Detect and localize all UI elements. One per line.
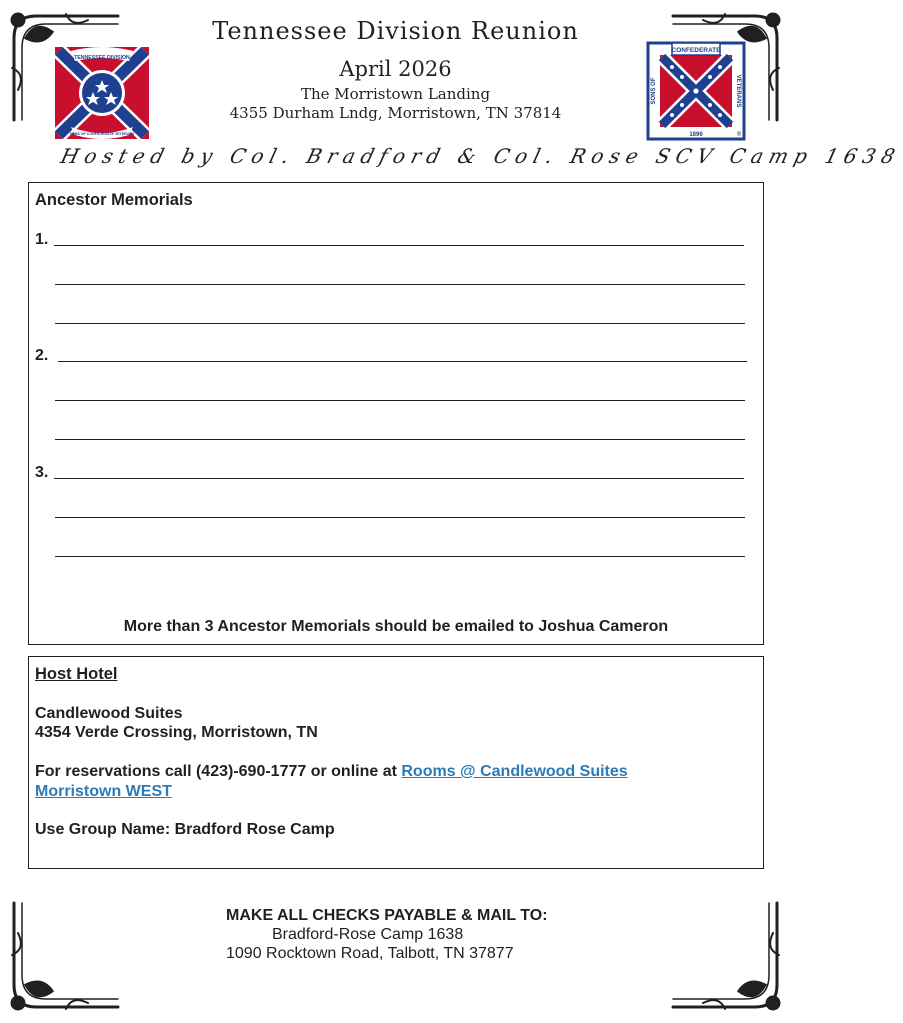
mail-line-1: Bradford-Rose Camp 1638 bbox=[272, 926, 464, 943]
memorial-3-line-2[interactable] bbox=[55, 517, 745, 518]
logo-left-top-text: TENNESSEE DIVISION bbox=[74, 55, 130, 61]
mail-line-2: 1090 Rocktown Road, Talbott, TN 37877 bbox=[226, 945, 514, 962]
logo-left-bottom-text: SONS OF CONFEDERATE VETERANS bbox=[69, 132, 135, 136]
logo-right-right-text: VETERANS bbox=[735, 74, 741, 108]
memorials-email-note: More than 3 Ancestor Memorials should be emailed to Joshua Cameron bbox=[123, 618, 669, 635]
hotel-reservations bbox=[35, 762, 755, 801]
mail-heading: MAKE ALL CHECKS PAYABLE & MAIL TO: bbox=[226, 907, 548, 924]
memorial-2-line-3[interactable] bbox=[55, 439, 745, 440]
memorial-number-2: 2. bbox=[35, 347, 49, 364]
candlewood-rooms-link[interactable]: Rooms @ Candlewood Suites bbox=[401, 763, 628, 780]
logo-right-bottom-text: 1896 bbox=[689, 132, 703, 138]
memorial-3-line-3[interactable] bbox=[55, 556, 745, 557]
logo-right-registered-mark: ® bbox=[736, 132, 742, 138]
ancestor-memorials-title: Ancestor Memorials bbox=[35, 191, 193, 209]
memorial-1-line-2[interactable] bbox=[55, 284, 745, 285]
group-name: Use Group Name: Bradford Rose Camp bbox=[35, 821, 335, 838]
memorial-number-1: 1. bbox=[35, 231, 49, 248]
venue-address: 4355 Durham Lndg, Morristown, TN 37814 bbox=[229, 104, 562, 122]
reservations-text: For reservations call (423)-690-1777 or online at bbox=[35, 763, 402, 780]
host-hotel-title: Host Hotel bbox=[35, 665, 118, 683]
corner-ornament-bottom-right-icon bbox=[665, 895, 785, 1015]
memorial-3-line-1[interactable] bbox=[54, 478, 744, 479]
host-hotel-box bbox=[28, 656, 764, 869]
venue-name: The Morristown Landing bbox=[300, 85, 491, 103]
corner-ornament-bottom-left-icon bbox=[6, 895, 126, 1015]
memorial-2-line-2[interactable] bbox=[55, 400, 745, 401]
logo-right-left-text: SONS OF bbox=[651, 77, 657, 105]
memorial-number-3: 3. bbox=[35, 464, 49, 481]
ancestor-memorials-box bbox=[28, 182, 764, 645]
hosted-by-script: Hosted by Col. Bradford & Col. Rose SCV Camp 1638 bbox=[58, 144, 903, 168]
event-date: April 2026 bbox=[339, 57, 452, 81]
hotel-name: Candlewood Suites bbox=[35, 705, 183, 722]
memorial-1-line-1[interactable] bbox=[54, 245, 744, 246]
hotel-address: 4354 Verde Crossing, Morristown, TN bbox=[35, 724, 318, 741]
logo-right-top-text: CONFEDERATE bbox=[671, 47, 721, 54]
page-title: Tennessee Division Reunion bbox=[212, 17, 579, 45]
morristown-west-link[interactable]: Morristown WEST bbox=[35, 782, 172, 800]
memorial-1-line-3[interactable] bbox=[55, 323, 745, 324]
memorial-2-line-1[interactable] bbox=[58, 361, 747, 362]
